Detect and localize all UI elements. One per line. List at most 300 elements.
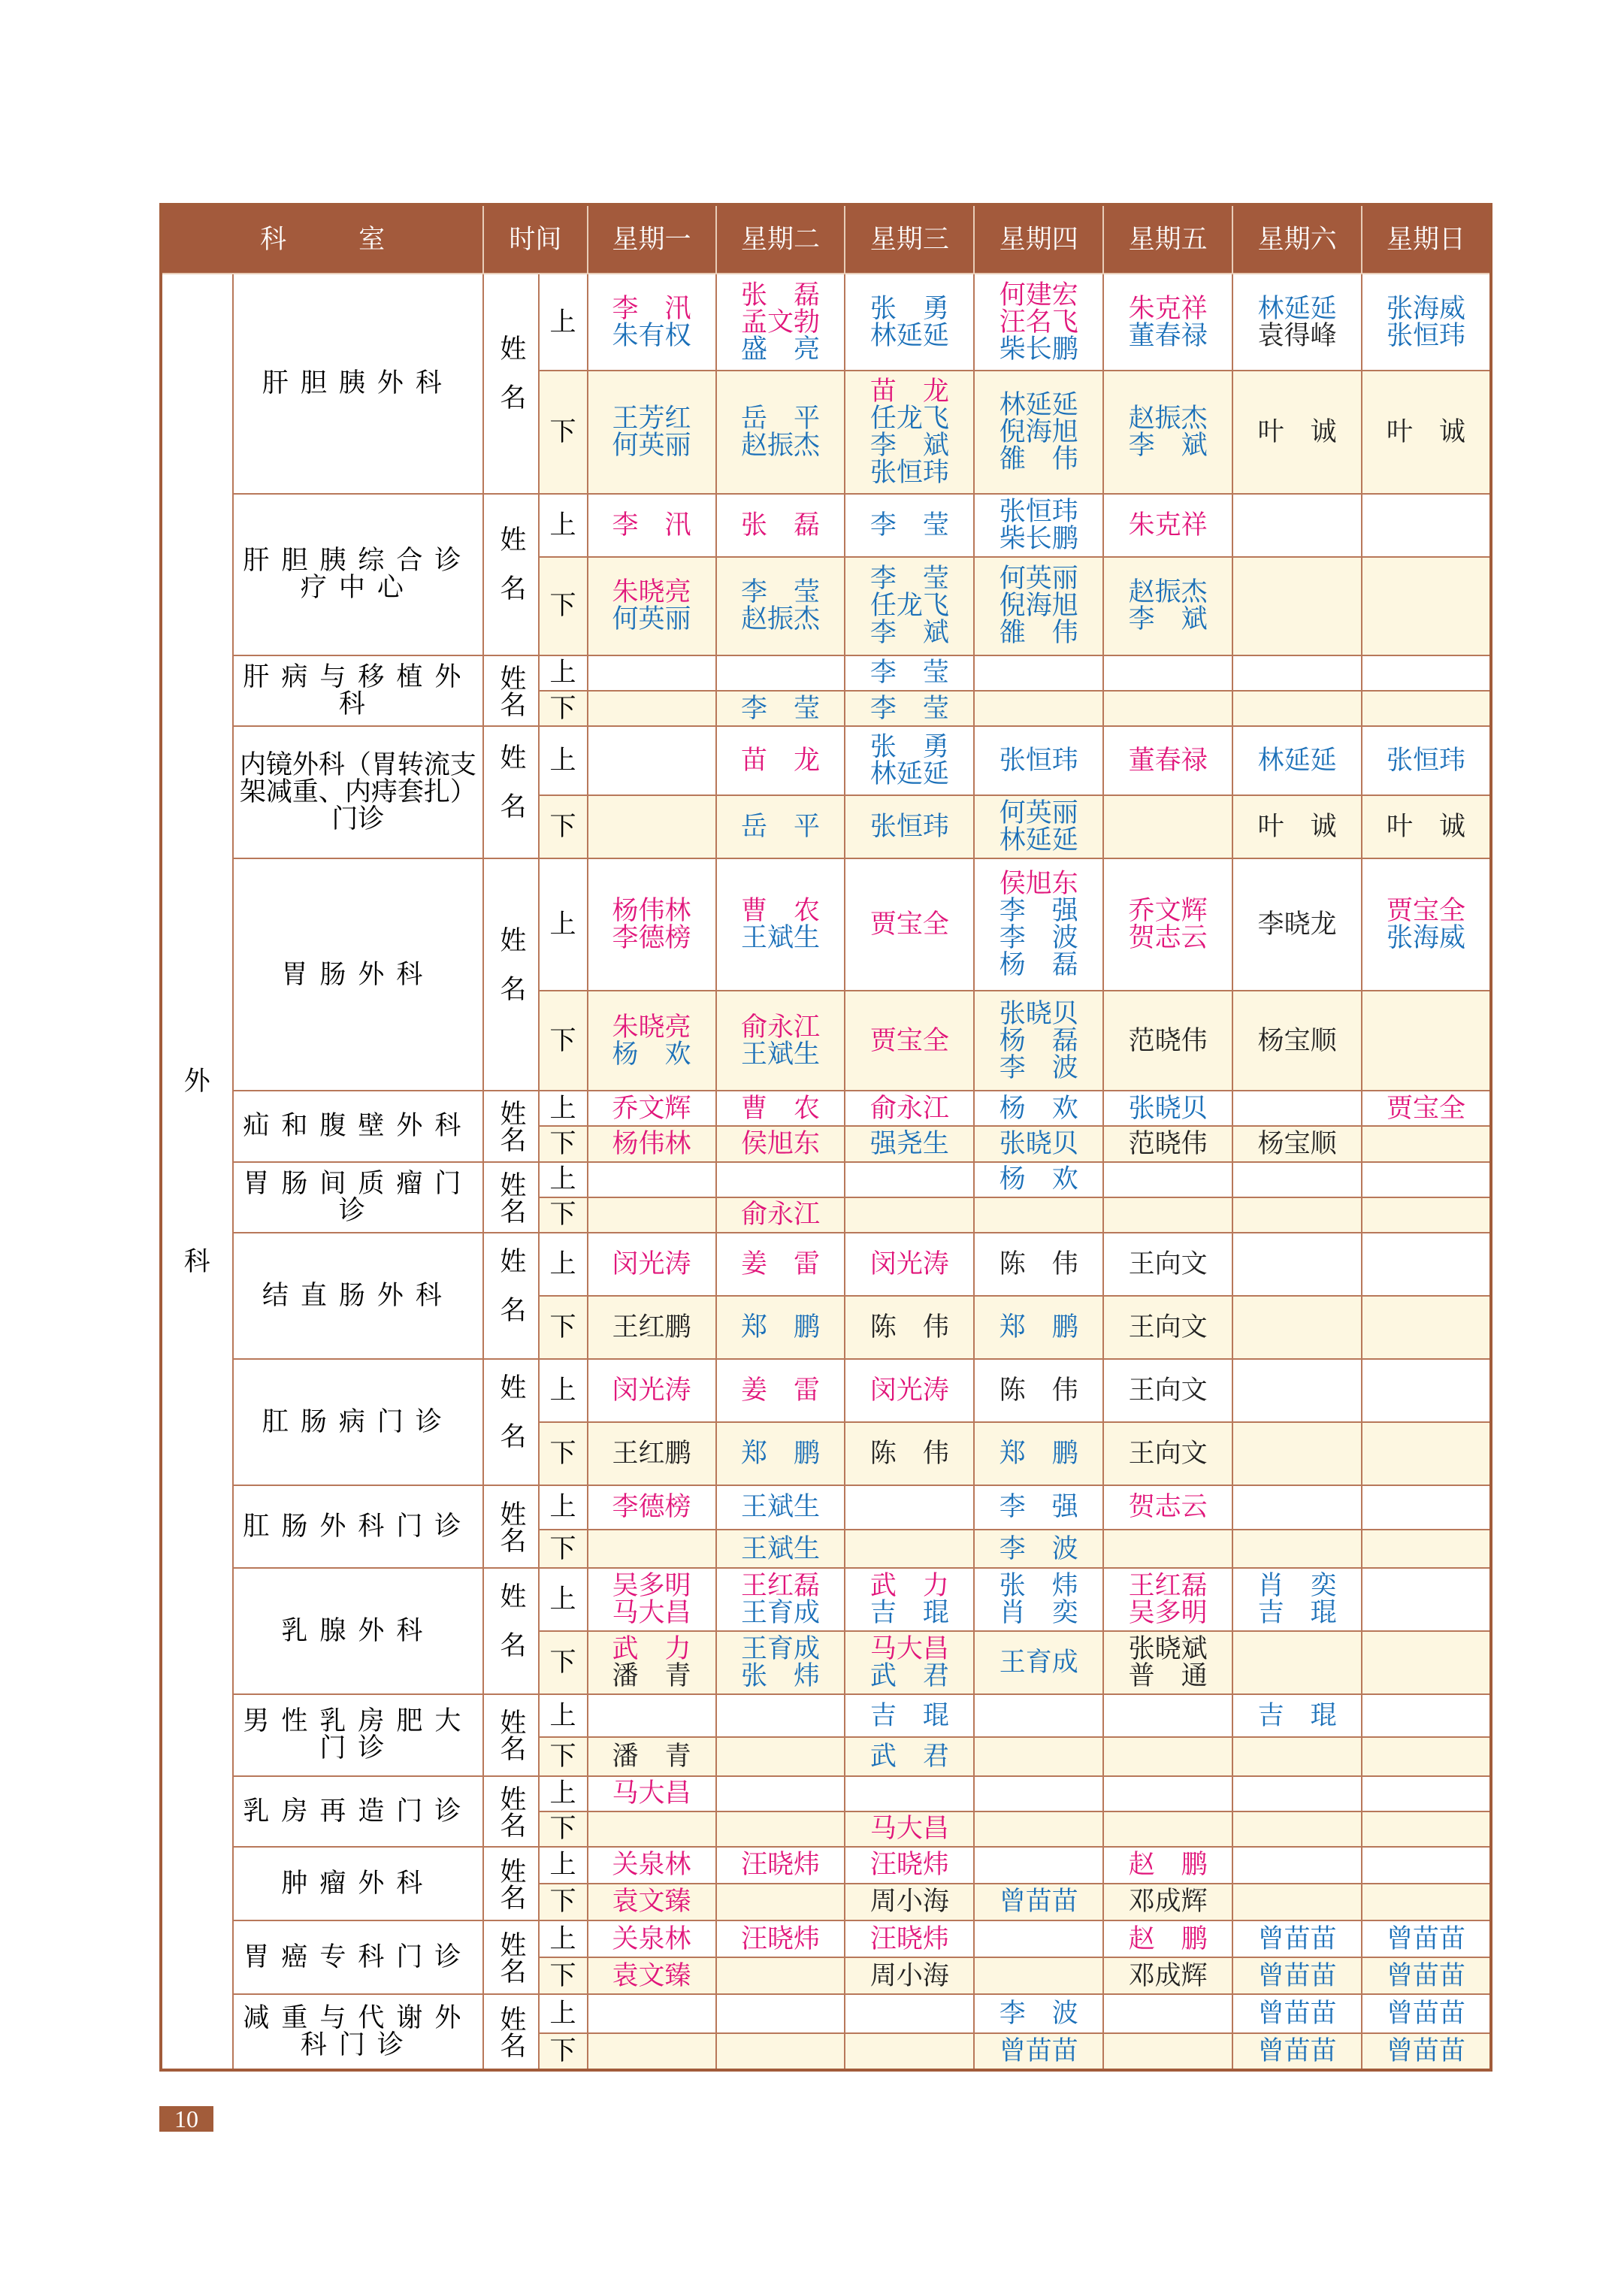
doctor-name: 曾苗苗 [1257, 1998, 1337, 2029]
schedule-cell [845, 2033, 974, 2070]
schedule-cell [716, 1737, 845, 1775]
schedule-cell [845, 1776, 974, 1811]
doctor-name: 赵 鹏 [1128, 1923, 1208, 1954]
schedule-cell [1362, 1957, 1491, 1994]
schedule-cell [588, 494, 716, 557]
doctor-name: 邓成辉 [1128, 1887, 1208, 1917]
doctor-name: 赵振杰 [1128, 577, 1208, 608]
header-day: 星期六 [1232, 204, 1362, 274]
doctor-name: 王斌生 [740, 1039, 820, 1070]
schedule-cell [716, 1884, 845, 1920]
doctor-name: 李 斌 [1128, 604, 1208, 635]
header-dept: 科室 [161, 204, 483, 274]
doctor-name: 马大昌 [612, 1778, 691, 1809]
schedule-cell [1103, 1957, 1232, 1994]
schedule-cell [1362, 1694, 1491, 1737]
doctor-name: 李晓龙 [1257, 910, 1337, 940]
schedule-cell [1103, 1631, 1232, 1694]
pm-label: 下 [539, 1884, 588, 1920]
schedule-cell [1362, 1884, 1491, 1920]
schedule-cell [1232, 1884, 1362, 1920]
schedule-cell [1103, 1994, 1232, 2032]
name-label: 姓名 [483, 1485, 538, 1569]
doctor-name: 王斌生 [740, 1492, 820, 1523]
doctor-name: 闵光涛 [869, 1375, 949, 1406]
schedule-table [159, 203, 1492, 2072]
am-label: 上 [539, 1776, 588, 1811]
pm-label: 下 [539, 795, 588, 858]
schedule-cell [1232, 1631, 1362, 1694]
pm-label: 下 [539, 1957, 588, 1994]
pm-label: 下 [539, 1530, 588, 1568]
dept-name: 乳房再造门诊 [233, 1776, 484, 1847]
doctor-name: 杨伟林 [612, 1129, 691, 1160]
doctor-name: 汪晓炜 [740, 1850, 820, 1881]
doctor-name: 李德榜 [612, 1492, 691, 1523]
schedule-cell [1362, 371, 1491, 494]
schedule-cell [588, 1485, 716, 1530]
schedule-cell [716, 2033, 845, 2070]
schedule-cell [974, 1485, 1103, 1530]
schedule-cell [1362, 1126, 1491, 1161]
doctor-name: 赵 鹏 [1128, 1850, 1208, 1881]
doctor-name: 闵光涛 [869, 1248, 949, 1279]
schedule-cell [588, 858, 716, 991]
schedule-cell [1232, 1530, 1362, 1568]
doctor-name: 杨宝顺 [1257, 1129, 1337, 1160]
doctor-name: 董春禄 [1128, 320, 1208, 351]
am-label: 上 [539, 494, 588, 557]
doctor-name: 杨 欢 [999, 1093, 1078, 1124]
schedule-cell [1362, 1233, 1491, 1296]
am-label: 上 [539, 274, 588, 371]
name-label: 姓名 [483, 274, 538, 494]
schedule-cell [1103, 1737, 1232, 1775]
schedule-cell [1232, 1694, 1362, 1737]
name-label: 姓名 [483, 726, 538, 858]
schedule-cell [716, 691, 845, 726]
schedule-cell [1103, 691, 1232, 726]
schedule-cell [1232, 1920, 1362, 1957]
name-label: 姓名 [483, 1162, 538, 1233]
am-label: 上 [539, 1847, 588, 1884]
doctor-name: 叶 诚 [1257, 812, 1337, 843]
schedule-row [161, 494, 1491, 557]
doctor-name: 袁得峰 [1257, 320, 1337, 351]
doctor-name: 李 莹 [740, 577, 820, 608]
name-label: 姓名 [483, 1359, 538, 1485]
doctor-name: 王育成 [999, 1648, 1078, 1678]
schedule-cell [1232, 1126, 1362, 1161]
name-label: 姓名 [483, 1847, 538, 1920]
doctor-name: 杨 欢 [612, 1039, 691, 1070]
schedule-cell [974, 1359, 1103, 1422]
name-label: 姓名 [483, 1994, 538, 2070]
schedule-cell [974, 1847, 1103, 1884]
schedule-cell [1362, 1162, 1491, 1197]
doctor-name: 杨 磊 [999, 950, 1078, 981]
schedule-cell [1232, 1359, 1362, 1422]
schedule-cell [845, 1847, 974, 1884]
doctor-name: 张海威 [1387, 293, 1466, 324]
doctor-name: 李 强 [999, 1492, 1078, 1523]
doctor-name: 强尧生 [869, 1129, 949, 1160]
doctor-name: 王向文 [1128, 1375, 1208, 1406]
doctor-name: 岳 平 [740, 403, 820, 434]
doctor-name: 关泉林 [612, 1850, 691, 1881]
doctor-name: 苗 龙 [740, 746, 820, 776]
schedule-cell [588, 1568, 716, 1631]
schedule-cell [716, 1359, 845, 1422]
doctor-name: 乔文辉 [612, 1093, 691, 1124]
schedule-cell [974, 2033, 1103, 2070]
doctor-name: 李 斌 [1128, 430, 1208, 461]
doctor-name: 闵光涛 [612, 1248, 691, 1279]
schedule-cell [845, 494, 974, 557]
schedule-body [161, 274, 1491, 2070]
dept-name: 减重与代谢外科门诊 [233, 1994, 484, 2070]
schedule-cell [1362, 557, 1491, 655]
schedule-cell [845, 991, 974, 1091]
schedule-cell [1103, 1233, 1232, 1296]
doctor-name: 张 磊 [740, 280, 820, 310]
schedule-row [161, 1694, 1491, 1737]
doctor-name: 曾苗苗 [1257, 1960, 1337, 1991]
schedule-cell [716, 1197, 845, 1233]
am-label: 上 [539, 1920, 588, 1957]
schedule-cell [588, 1530, 716, 1568]
name-label: 姓名 [483, 1776, 538, 1847]
header-row [161, 204, 1491, 274]
schedule-cell [1232, 858, 1362, 991]
doctor-name: 柴长鹏 [999, 334, 1078, 365]
schedule-cell [974, 1920, 1103, 1957]
schedule-row [161, 274, 1491, 371]
doctor-name: 王芳红 [612, 403, 691, 434]
doctor-name: 闵光涛 [612, 1375, 691, 1406]
doctor-name: 马大昌 [612, 1598, 691, 1629]
doctor-name: 侯旭东 [740, 1129, 820, 1160]
name-label: 姓名 [483, 858, 538, 1091]
schedule-cell [716, 371, 845, 494]
doctor-name: 林延延 [999, 825, 1078, 856]
doctor-name: 何英丽 [612, 430, 691, 461]
header-day: 星期五 [1103, 204, 1232, 274]
doctor-name: 曾苗苗 [1387, 1923, 1466, 1954]
doctor-name: 孟文勃 [740, 307, 820, 337]
schedule-cell [974, 494, 1103, 557]
name-label: 姓名 [483, 1233, 538, 1359]
schedule-cell [1232, 1811, 1362, 1847]
doctor-name: 吴多明 [612, 1571, 691, 1602]
schedule-cell [1103, 1776, 1232, 1811]
doctor-name: 吉 琨 [1257, 1598, 1337, 1629]
schedule-cell [716, 858, 845, 991]
doctor-name: 贺志云 [1128, 1492, 1208, 1523]
schedule-cell [716, 1233, 845, 1296]
schedule-cell [1232, 1776, 1362, 1811]
schedule-cell [1232, 1233, 1362, 1296]
schedule-cell [716, 494, 845, 557]
category-char: 外 [183, 1066, 210, 1097]
schedule-cell [1232, 557, 1362, 655]
doctor-name: 贾宝全 [1387, 896, 1466, 927]
schedule-cell [1103, 795, 1232, 858]
doctor-name: 倪海旭 [999, 416, 1078, 447]
schedule-cell [1362, 1920, 1491, 1957]
schedule-cell [845, 1091, 974, 1126]
schedule-cell [1103, 1920, 1232, 1957]
doctor-name: 曾苗苗 [999, 1887, 1078, 1917]
schedule-cell [1232, 726, 1362, 795]
doctor-name: 姜 雷 [740, 1375, 820, 1406]
schedule-cell [1103, 274, 1232, 371]
doctor-name: 肖 奕 [1257, 1571, 1337, 1602]
doctor-name: 武 君 [869, 1741, 949, 1772]
am-label: 上 [539, 858, 588, 991]
doctor-name: 何英丽 [999, 564, 1078, 595]
doctor-name: 张恒玮 [1387, 320, 1466, 351]
schedule-cell [588, 691, 716, 726]
schedule-cell [974, 1530, 1103, 1568]
doctor-name: 李 波 [999, 1052, 1078, 1083]
doctor-name: 俞永江 [740, 1012, 820, 1043]
doctor-name: 王向文 [1128, 1312, 1208, 1342]
schedule-cell [974, 1568, 1103, 1631]
doctor-name: 陈 伟 [869, 1312, 949, 1342]
schedule-cell [845, 1957, 974, 1994]
schedule-cell [1232, 691, 1362, 726]
schedule-cell [716, 1631, 845, 1694]
category-char: 科 [183, 1246, 210, 1277]
schedule-cell [1232, 795, 1362, 858]
schedule-cell [845, 858, 974, 991]
schedule-cell [1362, 1422, 1491, 1485]
schedule-cell [845, 1233, 974, 1296]
doctor-name: 张恒玮 [999, 496, 1078, 527]
schedule-cell [716, 274, 845, 371]
doctor-name: 李 波 [999, 1998, 1078, 2029]
schedule-cell [1103, 726, 1232, 795]
schedule-cell [1232, 2033, 1362, 2070]
schedule-cell [974, 557, 1103, 655]
schedule-cell [974, 1233, 1103, 1296]
schedule-cell [1103, 371, 1232, 494]
doctor-name: 岳 平 [740, 812, 820, 843]
schedule-cell [974, 274, 1103, 371]
schedule-cell [716, 991, 845, 1091]
schedule-cell [1103, 1091, 1232, 1126]
doctor-name: 朱克祥 [1128, 293, 1208, 324]
pm-label: 下 [539, 1737, 588, 1775]
doctor-name: 苗 龙 [869, 376, 949, 407]
schedule-cell [716, 1920, 845, 1957]
schedule-cell [1362, 991, 1491, 1091]
schedule-cell [974, 1162, 1103, 1197]
schedule-cell [845, 557, 974, 655]
doctor-name: 潘 青 [612, 1661, 691, 1692]
dept-name: 疝和腹壁外科 [233, 1091, 484, 1161]
dept-name: 肛肠外科门诊 [233, 1485, 484, 1569]
doctor-name: 曾苗苗 [1257, 2035, 1337, 2066]
doctor-name: 李 强 [999, 896, 1078, 927]
doctor-name: 汪晓炜 [740, 1923, 820, 1954]
schedule-cell [1232, 1091, 1362, 1126]
schedule-cell [716, 1957, 845, 1994]
doctor-name: 林延延 [1257, 746, 1337, 776]
schedule-cell [974, 858, 1103, 991]
schedule-cell [845, 1485, 974, 1530]
schedule-cell [845, 1296, 974, 1359]
am-label: 上 [539, 1568, 588, 1631]
doctor-name: 张恒玮 [1387, 746, 1466, 776]
dept-name: 结直肠外科 [233, 1233, 484, 1359]
doctor-name: 林延延 [869, 320, 949, 351]
schedule-cell [974, 1197, 1103, 1233]
doctor-name: 王向文 [1128, 1438, 1208, 1469]
doctor-name: 汪名飞 [999, 307, 1078, 337]
schedule-cell [1362, 795, 1491, 858]
doctor-name: 张恒玮 [999, 746, 1078, 776]
name-label: 姓名 [483, 1091, 538, 1161]
doctor-name: 张晓贝 [1128, 1093, 1208, 1124]
schedule-cell [716, 726, 845, 795]
schedule-cell [716, 557, 845, 655]
schedule-cell [1362, 1091, 1491, 1126]
doctor-name: 周小海 [869, 1887, 949, 1917]
doctor-name: 陈 伟 [869, 1438, 949, 1469]
schedule-cell [1103, 557, 1232, 655]
schedule-cell [845, 1568, 974, 1631]
schedule-cell [1103, 655, 1232, 691]
schedule-cell [588, 655, 716, 691]
schedule-cell [845, 1530, 974, 1568]
schedule-cell [1362, 2033, 1491, 2070]
schedule-cell [1103, 858, 1232, 991]
am-label: 上 [539, 726, 588, 795]
dept-name: 肝病与移植外科 [233, 655, 484, 726]
schedule-cell [974, 1957, 1103, 1994]
schedule-cell [974, 655, 1103, 691]
doctor-name: 郑 鹏 [740, 1312, 820, 1342]
schedule-cell [1232, 371, 1362, 494]
schedule-cell [1232, 1485, 1362, 1530]
schedule-cell [1232, 1197, 1362, 1233]
schedule-cell [588, 1197, 716, 1233]
doctor-name: 李 斌 [869, 618, 949, 649]
doctor-name: 任龙飞 [869, 403, 949, 434]
schedule-cell [1362, 494, 1491, 557]
schedule-cell [1362, 1631, 1491, 1694]
schedule-cell [1232, 1296, 1362, 1359]
am-label: 上 [539, 655, 588, 691]
dept-name: 肛肠病门诊 [233, 1359, 484, 1485]
schedule-cell [1232, 1847, 1362, 1884]
schedule-cell [845, 1126, 974, 1161]
schedule-cell [1362, 1530, 1491, 1568]
doctor-name: 杨 磊 [999, 1025, 1078, 1056]
doctor-name: 叶 诚 [1257, 416, 1337, 447]
doctor-name: 何建宏 [999, 280, 1078, 310]
schedule-row [161, 726, 1491, 795]
schedule-cell [588, 1631, 716, 1694]
schedule-cell [588, 1957, 716, 1994]
doctor-name: 吴多明 [1128, 1598, 1208, 1629]
dept-name: 肿瘤外科 [233, 1847, 484, 1920]
doctor-name: 邓成辉 [1128, 1960, 1208, 1991]
schedule-cell [1232, 1737, 1362, 1775]
schedule-cell [845, 1694, 974, 1737]
schedule-cell [588, 2033, 716, 2070]
schedule-cell [716, 1568, 845, 1631]
schedule-cell [1232, 1994, 1362, 2032]
schedule-cell [845, 726, 974, 795]
doctor-name: 叶 诚 [1387, 812, 1466, 843]
schedule-cell [588, 991, 716, 1091]
schedule-cell [588, 1847, 716, 1884]
schedule-cell [716, 1126, 845, 1161]
doctor-name: 林延延 [999, 389, 1078, 420]
doctor-name: 汪晓炜 [869, 1850, 949, 1881]
schedule-cell [1232, 991, 1362, 1091]
schedule-row [161, 1485, 1491, 1530]
schedule-cell [588, 371, 716, 494]
schedule-cell [1103, 1296, 1232, 1359]
doctor-name: 吉 琨 [869, 1598, 949, 1629]
dept-name: 胃肠外科 [233, 858, 484, 1091]
doctor-name: 普 通 [1128, 1661, 1208, 1692]
pm-label: 下 [539, 371, 588, 494]
schedule-cell [1103, 1811, 1232, 1847]
name-label: 姓名 [483, 1920, 538, 1994]
doctor-name: 李 斌 [869, 430, 949, 461]
doctor-name: 杨宝顺 [1257, 1025, 1337, 1056]
schedule-row [161, 1920, 1491, 1957]
name-label: 姓名 [483, 494, 538, 655]
header-day: 星期四 [974, 204, 1103, 274]
schedule-cell [588, 1422, 716, 1485]
dept-name: 肝胆胰外科 [233, 274, 484, 494]
schedule-row [161, 1162, 1491, 1197]
doctor-name: 王斌生 [740, 1533, 820, 1564]
doctor-name: 李 汛 [612, 510, 691, 540]
schedule-cell [845, 691, 974, 726]
doctor-name: 关泉林 [612, 1923, 691, 1954]
doctor-name: 袁文臻 [612, 1960, 691, 1991]
doctor-name: 雒 伟 [999, 443, 1078, 474]
doctor-name: 李 汛 [612, 293, 691, 324]
doctor-name: 俞永江 [869, 1093, 949, 1124]
schedule-cell [588, 795, 716, 858]
am-label: 上 [539, 1162, 588, 1197]
schedule-cell [1103, 1530, 1232, 1568]
doctor-name: 曾苗苗 [1387, 1998, 1466, 2029]
pm-label: 下 [539, 1296, 588, 1359]
doctor-name: 范晓伟 [1128, 1025, 1208, 1056]
schedule-cell [588, 274, 716, 371]
doctor-name: 肖 奕 [999, 1598, 1078, 1629]
dept-name: 胃癌专科门诊 [233, 1920, 484, 1994]
schedule-cell [974, 1422, 1103, 1485]
schedule-cell [1362, 691, 1491, 726]
schedule-cell [1103, 1485, 1232, 1530]
doctor-name: 朱晓亮 [612, 577, 691, 608]
doctor-name: 武 力 [612, 1634, 691, 1665]
doctor-name: 乔文辉 [1128, 896, 1208, 927]
schedule-cell [588, 1694, 716, 1737]
doctor-name: 贾宝全 [1387, 1093, 1466, 1124]
doctor-name: 王向文 [1128, 1248, 1208, 1279]
